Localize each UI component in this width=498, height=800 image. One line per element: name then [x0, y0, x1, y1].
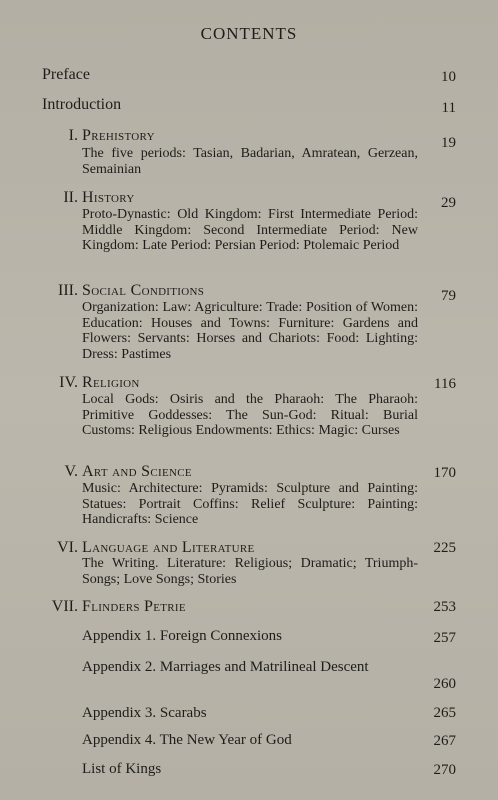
chapter-numeral: V.	[64, 463, 78, 480]
chapter-numeral: II.	[63, 189, 78, 206]
chapter-heading: Religion	[82, 374, 140, 391]
toc-entry-label: Preface	[42, 66, 90, 83]
chapter-description: Organization: Law: Agriculture: Trade: Position of Women: Education: Houses and Towns: Furniture: Gardens and Flowers: Servants: Horses and Chariots: Food: Lighting: Dress: Pastimes	[82, 300, 418, 362]
chapter-numeral: IV.	[59, 374, 78, 391]
toc-entry-page: 253	[433, 599, 456, 615]
toc-entry-page: 265	[433, 705, 456, 721]
toc-entry-label: Appendix 4. The New Year of God	[82, 732, 292, 748]
toc-entry-label	[82, 658, 422, 676]
toc-entry-page: 257	[433, 630, 456, 646]
toc-entry-label: Introduction	[42, 96, 122, 113]
toc-entry-label-text: Appendix 2. Marriages and Matrilineal Descent	[82, 659, 369, 675]
chapter-description: The five periods: Tasian, Badarian, Amratean, Gerzean, Semainian	[82, 146, 418, 177]
chapter-numeral: VI.	[57, 539, 78, 556]
toc-entry-page: 11	[441, 100, 456, 116]
chapter-heading: Art and Science	[82, 463, 192, 480]
toc-entry-page: 270	[433, 762, 456, 778]
toc-entry-page: 225	[433, 540, 456, 556]
chapter-description: Local Gods: Osiris and the Pharaoh: The Pharaoh: Primitive Goddesses: The Sun-God: Ritual: Burial Customs: Religious Endowments: Ethics: Magic: Curses	[82, 392, 418, 438]
toc-entry-page: 116	[434, 376, 456, 392]
chapter-heading: Prehistory	[82, 127, 155, 144]
toc-entry-page: 170	[433, 465, 456, 481]
chapter-numeral: I.	[68, 127, 78, 144]
toc-entry-page: 10	[441, 69, 456, 85]
chapter-description: The Writing. Literature: Religious; Dramatic; Triumph-Songs; Love Songs; Stories	[82, 556, 418, 587]
toc-entry-label: Appendix 1. Foreign Connexions	[82, 628, 282, 644]
chapter-heading: Language and Literature	[82, 539, 255, 556]
chapter-heading: Social Conditions	[82, 282, 205, 299]
chapter-heading: Flinders Petrie	[82, 598, 186, 615]
toc-entry-label: List of Kings	[82, 761, 162, 777]
chapter-heading: History	[82, 189, 135, 206]
chapter-description: Proto-Dynastic: Old Kingdom: First Intermediate Period: Middle Kingdom: Second Intermediate Period: New Kingdom: Late Period: Persian Period: Ptolemaic Period	[82, 207, 418, 253]
toc-entry-page: 267	[433, 733, 456, 749]
chapter-description: Music: Architecture: Pyramids: Sculpture and Painting: Statues: Portrait Coffins: Relief Sculpture: Painting: Handicrafts: Science	[82, 481, 418, 527]
toc-entry-page: 19	[441, 135, 456, 151]
toc-entry-page: 29	[441, 195, 456, 211]
chapter-numeral: VII.	[51, 598, 78, 615]
page-title: CONTENTS	[200, 24, 298, 43]
chapter-numeral: III.	[58, 282, 78, 299]
toc-entry-page: 79	[441, 288, 456, 304]
toc-entry-page: 260	[433, 676, 456, 692]
toc-entry-label: Appendix 3. Scarabs	[82, 705, 207, 721]
